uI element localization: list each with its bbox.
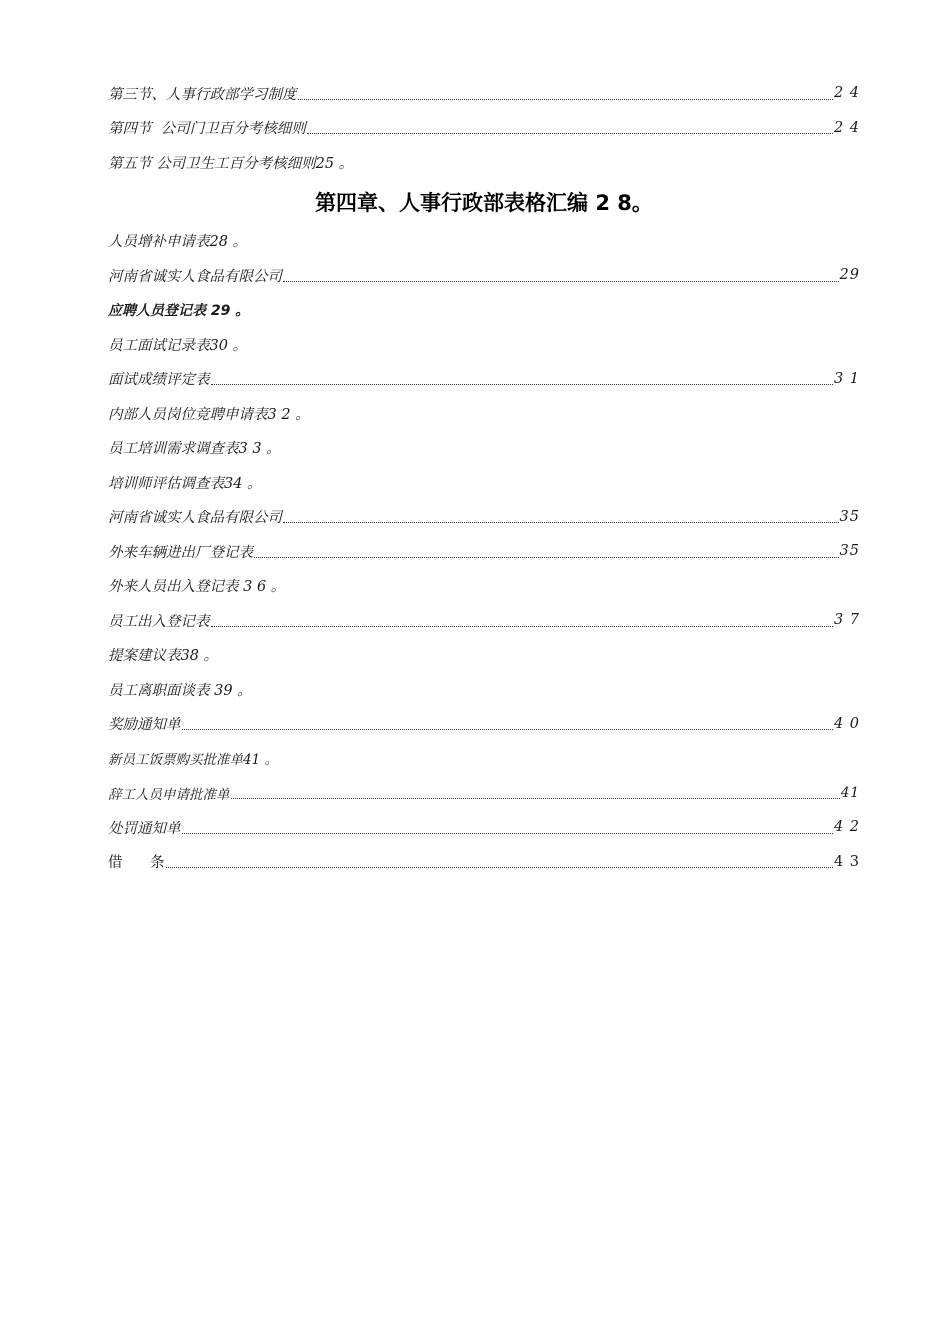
dot-leader [182, 729, 833, 730]
toc-entry-page: 3 7 [833, 612, 860, 629]
toc-entry-page: 29 [839, 267, 860, 284]
toc-entry-title: 借 条 [108, 855, 165, 872]
toc-entry[interactable] [108, 534, 860, 569]
toc-entry-title: 河南省诚实人食品有限公司 [108, 510, 282, 527]
toc-entry[interactable] [108, 707, 860, 742]
dot-leader [231, 798, 840, 799]
toc-entry[interactable] [108, 362, 860, 397]
dot-leader [182, 833, 833, 834]
toc-entry-title: 辞工人员申请批准单 [108, 786, 230, 803]
toc-entry-title: 新员工饭票购买批准单41 。 [108, 752, 278, 769]
toc-entry-title: 外来车辆进出厂登记表 [108, 544, 253, 561]
dot-leader [283, 522, 839, 523]
toc-entry-title: 应聘人员登记表 29 。 [108, 302, 250, 319]
toc-entry-page: 4 0 [833, 715, 860, 732]
toc-entry-title: 外来人员出入登记表 3 6 。 [108, 579, 286, 596]
toc-entry-title: 培训师评估调查表34 。 [108, 475, 262, 492]
toc-entry-title: 员工出入登记表 [108, 613, 210, 630]
toc-entry[interactable] [108, 465, 860, 500]
toc-entry-title: 员工面试记录表30 。 [108, 337, 248, 354]
toc-entry-title: 第五节 公司卫生工百分考核细则25 。 [108, 155, 354, 172]
toc-entry[interactable] [108, 111, 860, 146]
toc-entry-page: 3 1 [833, 370, 860, 387]
dot-leader [166, 867, 833, 868]
toc-entry-page: 41 [840, 784, 860, 801]
toc-entry[interactable] [108, 672, 860, 707]
toc-entry-title: 人员增补申请表28 。 [108, 234, 248, 251]
toc-entry[interactable] [108, 638, 860, 673]
toc-entry[interactable] [108, 431, 860, 466]
toc-entry[interactable] [108, 776, 860, 811]
toc-entry-title: 内部人员岗位竞聘申请表3 2 。 [108, 406, 310, 423]
dot-leader [254, 557, 839, 558]
toc-entry[interactable] [108, 810, 860, 845]
toc-entry-title: 面试成绩评定表 [108, 372, 210, 389]
toc-entry[interactable] [108, 145, 860, 180]
toc-entry[interactable] [108, 258, 860, 293]
toc-entry-page: 2 4 [833, 119, 860, 136]
toc-entry-title: 处罚通知单 [108, 820, 181, 837]
toc-entry-page: 35 [839, 543, 860, 560]
toc-entry-title: 提案建议表38 。 [108, 648, 219, 665]
toc-entry-title: 员工培训需求调查表3 3 。 [108, 441, 281, 458]
toc-entry[interactable] [108, 741, 860, 776]
dot-leader [298, 99, 833, 100]
toc-entry[interactable] [108, 293, 860, 328]
toc-entry-title: 第三节、人事行政部学习制度 [108, 86, 297, 103]
toc-entry-page: 2 4 [833, 85, 860, 102]
toc-entry-title: 第四节 公司门卫百分考核细则 [108, 121, 306, 138]
dot-leader [283, 281, 839, 282]
dot-leader [307, 133, 833, 134]
toc-entry-title: 员工离职面谈表 39 。 [108, 682, 252, 699]
dot-leader [211, 626, 833, 627]
table-of-contents [108, 76, 860, 879]
toc-entry[interactable] [108, 845, 860, 880]
dot-leader [211, 384, 833, 385]
toc-entry[interactable] [108, 396, 860, 431]
toc-entry-title: 奖励通知单 [108, 717, 181, 734]
toc-entry-page: 4 2 [833, 819, 860, 836]
toc-entry-title: 河南省诚实人食品有限公司 [108, 268, 282, 285]
toc-entry[interactable] [108, 603, 860, 638]
toc-entry[interactable] [108, 500, 860, 535]
chapter-heading[interactable]: 第四章、人事行政部表格汇编 2 8。 [315, 190, 653, 215]
toc-entry[interactable] [108, 569, 860, 604]
toc-entry[interactable] [108, 76, 860, 111]
toc-entry-page: 35 [839, 508, 860, 525]
toc-entry[interactable] [108, 327, 860, 362]
toc-entry-page: 4 3 [833, 853, 860, 870]
toc-entry[interactable] [108, 224, 860, 259]
